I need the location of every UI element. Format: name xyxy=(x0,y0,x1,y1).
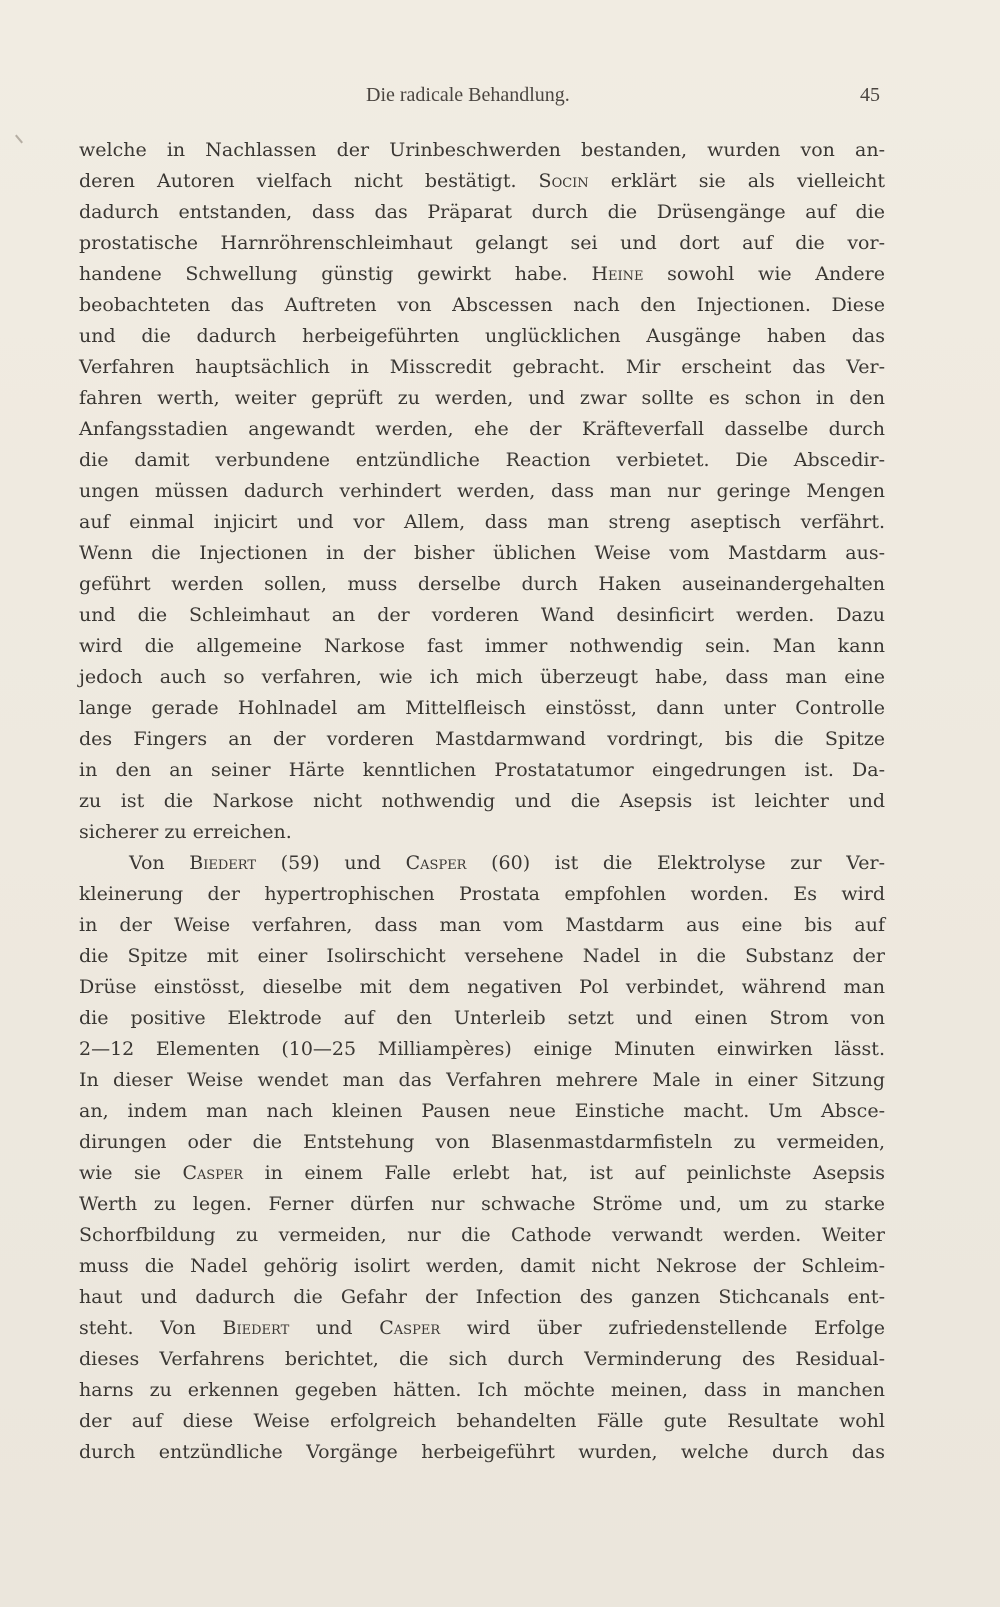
text-line: geführt werden sollen, muss derselbe durch Haken auseinandergehalten xyxy=(79,573,885,595)
text-line: Verfahren hauptsächlich in Misscredit gebracht. Mir erscheint das Ver- xyxy=(79,356,885,378)
text-line: an, indem man nach kleinen Pausen neue Einstiche macht. Um Absce- xyxy=(79,1100,885,1122)
text-line: die damit verbundene entzündliche Reaction verbietet. Die Abscedir- xyxy=(79,449,885,471)
running-head-title: Die radicale Behandlung. xyxy=(366,84,570,106)
text-line: muss die Nadel gehörig isolirt werden, damit nicht Nekrose der Schleim- xyxy=(79,1255,885,1277)
text-line: deren Autoren vielfach nicht bestätigt. Socin erklärt sie als vielleicht xyxy=(79,170,885,192)
text-line: fahren werth, weiter geprüft zu werden, und zwar sollte es schon in den xyxy=(79,387,885,409)
text-line: dadurch entstanden, dass das Präparat durch die Drüsengänge auf die xyxy=(79,201,885,223)
text-line: durch entzündliche Vorgänge herbeigeführt wurden, welche durch das xyxy=(79,1441,885,1463)
text-line: Schorfbildung zu vermeiden, nur die Cathode verwandt werden. Weiter xyxy=(79,1224,885,1246)
text-line: prostatische Harnröhrenschleimhaut gelangt sei und dort auf die vor- xyxy=(79,232,885,254)
text-line: Anfangsstadien angewandt werden, ehe der Kräfteverfall dasselbe durch xyxy=(79,418,885,440)
page-number: 45 xyxy=(860,84,880,106)
text-line: dirungen oder die Entstehung von Blasenmastdarmfisteln zu vermeiden, xyxy=(79,1131,885,1153)
text-line: wie sie Casper in einem Falle erlebt hat, ist auf peinlichste Asepsis xyxy=(79,1162,885,1184)
text-line: lange gerade Hohlnadel am Mittelfleisch einstösst, dann unter Controlle xyxy=(79,697,885,719)
running-head xyxy=(0,84,1000,114)
text-line: und die dadurch herbeigeführten unglücklichen Ausgänge haben das xyxy=(79,325,885,347)
text-line: wird die allgemeine Narkose fast immer nothwendig sein. Man kann xyxy=(79,635,885,657)
text-line: Wenn die Injectionen in der bisher üblichen Weise vom Mastdarm aus- xyxy=(79,542,885,564)
text-line: beobachteten das Auftreten von Abscessen nach den Injectionen. Diese xyxy=(79,294,885,316)
text-line: Drüse einstösst, dieselbe mit dem negativen Pol verbindet, während man xyxy=(79,976,885,998)
text-line: Von Biedert (59) und Casper (60) ist die Elektrolyse zur Ver- xyxy=(129,852,885,874)
text-line: ungen müssen dadurch verhindert werden, dass man nur geringe Mengen xyxy=(79,480,885,502)
text-line: 2—12 Elementen (10—25 Milliampères) einige Minuten einwirken lässt. xyxy=(79,1038,885,1060)
text-line: sicherer zu erreichen. xyxy=(79,821,292,843)
text-line: welche in Nachlassen der Urinbeschwerden bestanden, wurden von an- xyxy=(79,139,885,161)
text-line: haut und dadurch die Gefahr der Infection des ganzen Stichcanals ent- xyxy=(79,1286,885,1308)
body-text xyxy=(79,135,885,1468)
paper-speck xyxy=(15,135,23,144)
text-line: Werth zu legen. Ferner dürfen nur schwache Ströme und, um zu starke xyxy=(79,1193,885,1215)
text-line: der auf diese Weise erfolgreich behandelten Fälle gute Resultate wohl xyxy=(79,1410,885,1432)
text-line: und die Schleimhaut an der vorderen Wand desinficirt werden. Dazu xyxy=(79,604,885,626)
text-line: die Spitze mit einer Isolirschicht versehene Nadel in die Substanz der xyxy=(79,945,885,967)
text-line: kleinerung der hypertrophischen Prostata empfohlen worden. Es wird xyxy=(79,883,885,905)
text-line: in der Weise verfahren, dass man vom Mastdarm aus eine bis auf xyxy=(79,914,885,936)
text-line: harns zu erkennen gegeben hätten. Ich möchte meinen, dass in manchen xyxy=(79,1379,885,1401)
text-line: handene Schwellung günstig gewirkt habe. Heine sowohl wie Andere xyxy=(79,263,885,285)
text-line: auf einmal injicirt und vor Allem, dass man streng aseptisch verfährt. xyxy=(79,511,885,533)
text-line: zu ist die Narkose nicht nothwendig und die Asepsis ist leichter und xyxy=(79,790,885,812)
text-line: In dieser Weise wendet man das Verfahren mehrere Male in einer Sitzung xyxy=(79,1069,885,1091)
text-line: jedoch auch so verfahren, wie ich mich überzeugt habe, dass man eine xyxy=(79,666,885,688)
text-line: dieses Verfahrens berichtet, die sich durch Verminderung des Residual- xyxy=(79,1348,885,1370)
text-line: in den an seiner Härte kenntlichen Prostatatumor eingedrungen ist. Da- xyxy=(79,759,885,781)
text-line: die positive Elektrode auf den Unterleib setzt und einen Strom von xyxy=(79,1007,885,1029)
text-line: des Fingers an der vorderen Mastdarmwand vordringt, bis die Spitze xyxy=(79,728,885,750)
text-line: steht. Von Biedert und Casper wird über zufriedenstellende Erfolge xyxy=(79,1317,885,1339)
